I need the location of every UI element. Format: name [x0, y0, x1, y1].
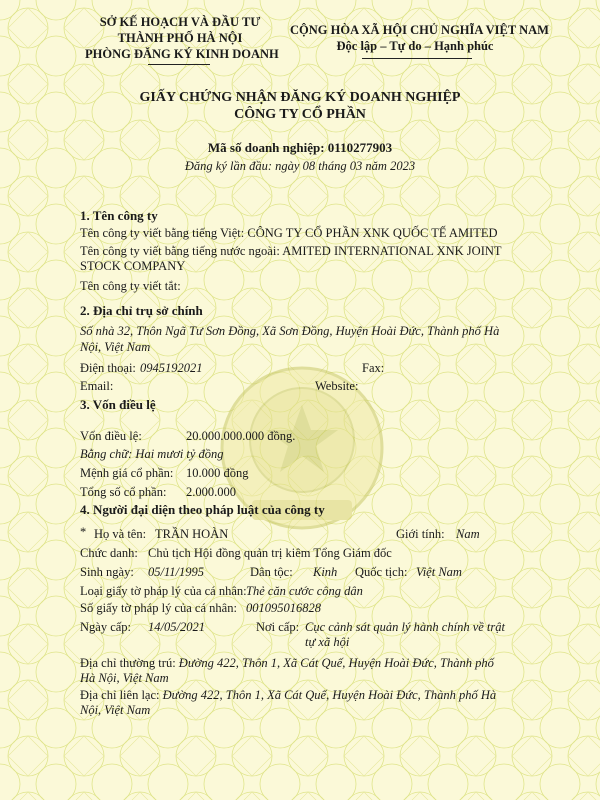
ethnicity-value: Kinh [313, 565, 338, 579]
issue-date-label: Ngày cấp: [80, 620, 132, 634]
contact-address-value: Đường 422, Thôn 1, Xã Cát Quế, Huyện Hoài Đức, Thành phố Hà [162, 688, 497, 702]
issue-place-value-cont: tự xã hội [305, 635, 350, 649]
charter-capital-value: 20.000.000.000 đồng. [186, 429, 296, 443]
vn-name-label: Tên công ty viết bằng tiếng Việt: [80, 226, 245, 240]
section-3-heading: 3. Vốn điều lệ [80, 397, 156, 412]
capital-in-words-label: Bằng chữ: [80, 447, 133, 461]
certificate-title: GIẤY CHỨNG NHẬN ĐĂNG KÝ DOANH NGHIỆP [139, 90, 461, 105]
capital-in-words-row [80, 447, 224, 462]
authority-underline [148, 64, 210, 65]
nationality-value: Việt Nam [416, 565, 462, 579]
phone-label: Điện thoại: [80, 361, 136, 375]
position-label: Chức danh: [80, 546, 138, 560]
contact-address-label: Địa chỉ liên lạc: [80, 688, 160, 702]
foreign-name-value-cont: STOCK COMPANY [80, 259, 186, 273]
bullet: * [80, 525, 87, 539]
email-label: Email: [80, 379, 114, 393]
contact-address-row [80, 688, 496, 703]
nationality-label: Quốc tịch: [355, 565, 408, 579]
short-name-label: Tên công ty viết tắt: [80, 279, 181, 293]
section-4-heading: 4. Người đại diện theo pháp luật của công ty [80, 502, 325, 517]
rep-name-label: Họ và tên: [94, 527, 147, 541]
authority-line-2: THÀNH PHỐ HÀ NỘI [117, 31, 243, 45]
position-value: Chủ tịch Hội đồng quản trị kiêm Tổng Giám đốc [148, 546, 392, 560]
permanent-address-label: Địa chỉ thường trú: [80, 656, 176, 670]
section-2-heading: 2. Địa chỉ trụ sở chính [80, 303, 203, 318]
fax-label: Fax: [362, 361, 385, 375]
website-label: Website: [315, 379, 359, 393]
id-number-value: 001095016828 [246, 601, 321, 615]
total-shares-value: 2.000.000 [186, 485, 236, 499]
issue-place-value: Cục cảnh sát quản lý hành chính về trật [305, 620, 505, 634]
section-1-heading: 1. Tên công ty [80, 208, 158, 223]
ethnicity-label: Dân tộc: [250, 565, 293, 579]
id-type-label: Loại giấy tờ pháp lý của cá nhân: [80, 584, 247, 598]
total-shares-label: Tổng số cổ phần: [80, 485, 167, 499]
phone-value: 0945192021 [140, 361, 203, 375]
gender-label: Giới tính: [396, 527, 445, 541]
enterprise-code: Mã số doanh nghiệp: 0110277903 [207, 140, 393, 155]
par-value-value: 10.000 đồng [186, 466, 249, 480]
country-name: CỘNG HÒA XÃ HỘI CHỦ NGHĨA VIỆT NAM [290, 23, 549, 37]
contact-address-value-cont: Nội, Việt Nam [80, 703, 151, 717]
company-type: CÔNG TY CỔ PHẦN [234, 107, 366, 122]
permanent-address-value: Đường 422, Thôn 1, Xã Cát Quế, Huyện Hoài Đức, Thành phố [178, 656, 494, 670]
charter-capital-label: Vốn điều lệ: [80, 429, 142, 443]
authority-line-3: PHÒNG ĐĂNG KÝ KINH DOANH [85, 47, 279, 61]
foreign-name-label: Tên công ty viết bằng tiếng nước ngoài: [80, 244, 280, 258]
foreign-name-row [80, 244, 502, 259]
permanent-address-row [80, 656, 494, 671]
vn-name-value: CÔNG TY CỔ PHẦN XNK QUỐC TẾ AMITED [247, 226, 498, 240]
issue-date-value: 14/05/2021 [148, 620, 205, 634]
rep-name-value: TRẦN HOÀN [155, 527, 229, 541]
dob-label: Sinh ngày: [80, 565, 134, 579]
id-type-value: Thẻ căn cước công dân [246, 584, 363, 598]
motto-underline [362, 58, 472, 59]
foreign-name-value: AMITED INTERNATIONAL XNK JOINT [282, 244, 502, 258]
first-registration-date: Đăng ký lần đầu: ngày 08 tháng 03 năm 2023 [184, 159, 416, 173]
id-number-label: Số giấy tờ pháp lý của cá nhân: [80, 601, 237, 615]
authority-line-1: SỞ KẾ HOẠCH VÀ ĐẦU TƯ [99, 15, 261, 29]
gender-value: Nam [456, 527, 480, 541]
permanent-address-value-cont: Hà Nội, Việt Nam [80, 671, 169, 685]
national-header [290, 22, 549, 54]
issue-place-label: Nơi cấp: [256, 620, 300, 634]
capital-in-words-value: Hai mươi tỷ đồng [135, 447, 224, 461]
vn-name-row [80, 226, 498, 241]
hq-address-line-1: Số nhà 32, Thôn Ngã Tư Sơn Đồng, Xã Sơn Đồng, Huyện Hoài Đức, Thành phố Hà [80, 324, 500, 338]
dob-value: 05/11/1995 [148, 565, 205, 579]
issuing-authority [85, 14, 279, 62]
national-motto: Độc lập – Tự do – Hạnh phúc [336, 39, 494, 53]
par-value-label: Mệnh giá cổ phần: [80, 466, 174, 480]
hq-address-line-2: Nội, Việt Nam [80, 340, 151, 354]
